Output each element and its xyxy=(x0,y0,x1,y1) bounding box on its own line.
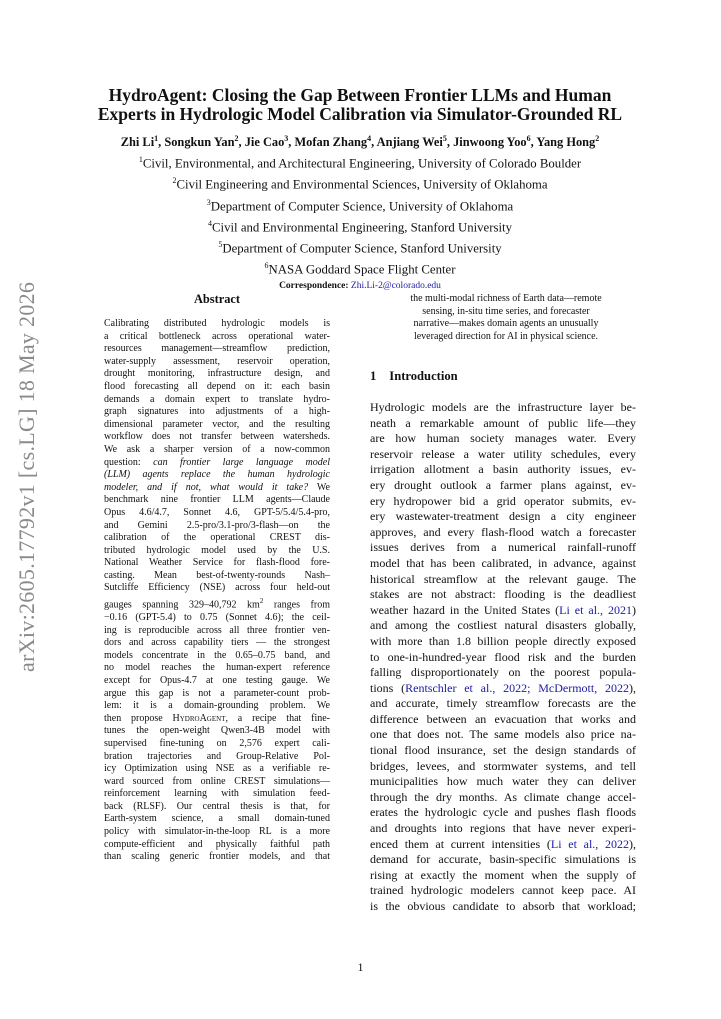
introduction-line: issues derives from a numerical rainfall-runoff xyxy=(370,540,636,555)
introduction-line: are how human society manages water. Every xyxy=(370,431,636,446)
introduction-line: approves, and every flash-flood watch a forecaster xyxy=(370,524,636,539)
title-line-2: Experts in Hydrologic Model Calibration via Simulator-Grounded RL xyxy=(97,104,623,124)
introduction-line: municipalities how much water they can deliver xyxy=(370,774,636,789)
title-line-1: HydroAgent: Closing the Gap Between Frontier LLMs and Human xyxy=(108,85,612,105)
introduction-line: erates the hydrologic cycle and pushes flash floods xyxy=(370,805,636,820)
page-number: 1 xyxy=(357,960,364,974)
abstract-line: demands a domain expert to translate hydro- xyxy=(104,393,330,405)
abstract-line: drought monitoring, infrastructure design, and xyxy=(104,368,330,380)
author-affiliation-mark: 1 xyxy=(154,134,159,143)
abstract-continued-line: sensing, in-situ time series, and forecaster xyxy=(422,305,590,317)
introduction-line: bridges, levees, and stormwater systems, and tell xyxy=(370,758,636,773)
abstract-line: policy with simulator-in-the-loop RL is a more xyxy=(104,826,330,838)
author-name: Songkun Yan xyxy=(164,135,235,150)
abstract-line: except for Opus-4.7 at one testing gauge. We xyxy=(104,674,330,686)
introduction-line: through the dry months. As climate change accel- xyxy=(370,789,636,804)
affiliation-text: Civil, Environmental, and Architectural Engineering, University of Colorado Boulder xyxy=(142,156,582,171)
introduction-line: difference between an evacuation that works and xyxy=(370,711,636,726)
abstract-body xyxy=(104,318,330,864)
affiliations-block xyxy=(60,151,660,293)
abstract-line: back (RLSF). Our central thesis is that, for xyxy=(104,800,330,812)
introduction-line: is the obvious candidate to absorb that workload; xyxy=(370,899,636,913)
abstract-line: We ask a sharper version of a now-common xyxy=(104,443,330,455)
introduction-line: Hydrologic models are the infrastructure layer be- xyxy=(370,400,636,414)
affiliation-mark: 1 xyxy=(138,155,143,164)
abstract-heading: Abstract xyxy=(193,292,241,306)
affiliation-line xyxy=(60,151,660,172)
abstract-line: casting. Mean best-of-twenty-rounds Nash– xyxy=(104,569,330,581)
abstract-line: resources management—streamflow prediction, xyxy=(104,343,330,355)
abstract-line: ing is reproducible across all three frontier ven- xyxy=(104,624,330,636)
abstract-line: argue this gap is not a parameter-count prob- xyxy=(104,687,330,699)
abstract-line: tunes the open-weight Qwen3-4B model with xyxy=(104,725,330,737)
introduction-line: rising at exactly the moment when the supply of xyxy=(370,867,636,882)
introduction-line: falling disproportionately on the poorest popula- xyxy=(370,665,636,680)
author-name: Jie Cao xyxy=(244,135,285,150)
abstract-line: Sutcliffe Efficiency (NSE) across four held-out xyxy=(104,582,330,594)
author-name: Mofan Zhang xyxy=(294,135,368,150)
author-name: Zhi Li xyxy=(120,135,155,150)
affiliation-mark: 2 xyxy=(172,176,177,186)
affiliation-line xyxy=(60,215,660,236)
affiliation-text: Civil and Environmental Engineering, Stanford University xyxy=(212,220,512,235)
abstract-line: than scaling generic frontier models, and that xyxy=(104,851,330,863)
abstract-line: gauges spanning 329–40,792 $km^2$ ranges from xyxy=(104,597,330,611)
affiliation-line xyxy=(60,257,660,278)
affiliation-text: Department of Computer Science, University of Oklahoma xyxy=(210,198,514,213)
affiliation-line xyxy=(60,194,660,215)
introduction-line: to one-in-hundred-year flood risk and the burden xyxy=(370,649,636,664)
abstract-line: Earth-system science, a small domain-tuned xyxy=(104,813,330,825)
abstract-line: graph signatures into adjustments of a high- xyxy=(104,406,330,418)
affiliation-line xyxy=(60,172,660,193)
introduction-line: and among the costliest natural disasters globally, xyxy=(370,618,636,633)
author-affiliation-mark: 5 xyxy=(442,134,447,143)
section-title: Introduction xyxy=(389,369,458,383)
introduction-line: demand for accurate, basin-specific simulations is xyxy=(370,852,636,867)
introduction-line: weather hazard in the United States (Li et al., 2021) xyxy=(370,602,637,617)
abstract-line: models concentrate in the 0.65–0.75 band, and xyxy=(104,649,330,661)
correspondence-label: Correspondence: xyxy=(279,280,349,291)
section-number: 1 xyxy=(370,369,377,383)
introduction-line: model that has been calibrated, in advance, against xyxy=(370,555,636,570)
author-name: Anjiang Wei xyxy=(376,135,443,150)
affiliation-line xyxy=(60,236,660,257)
affiliation-text: Department of Computer Science, Stanford University xyxy=(222,241,502,256)
author-affiliation-mark: 2 xyxy=(234,134,239,143)
citation-link[interactable]: Li et al., 2021 xyxy=(559,602,633,617)
abstract-line: tributed hydrologic model used by the U.S. xyxy=(104,544,330,556)
introduction-line: and droughts into regions that have never experi- xyxy=(370,821,636,836)
affiliation-text: NASA Goddard Space Flight Center xyxy=(268,262,456,277)
introduction-line: tions (Rentschler et al., 2022; McDermott, 2022), xyxy=(370,680,636,695)
introduction-line: with more than 1.8 billion people directly exposed xyxy=(370,633,636,648)
abstract-line: icy Optimization using NSE as a verifiable re- xyxy=(104,763,330,775)
introduction-line: historical streamflow at the relevant gauge. The xyxy=(370,571,636,586)
abstract-line: Opus 4.6/4.7, Sonnet 4.6, GPT-5/5.4/5.4-pro, xyxy=(104,506,330,518)
author-name: Jinwoong Yoo xyxy=(453,135,527,150)
citation-link[interactable]: Rentschler et al., 2022; McDermott, 2022 xyxy=(405,680,629,695)
affiliation-mark: 6 xyxy=(264,261,269,271)
introduction-line: neath a remarkable amount of public life—they xyxy=(370,415,636,430)
method-name: HydroAgent xyxy=(172,712,226,724)
introduction-line: irrigation allotment a basin authority issues, ev- xyxy=(370,462,636,477)
author-affiliation-mark: 3 xyxy=(284,134,289,143)
abstract-line: and Gemini 2.5-pro/3.1-pro/3-flash—on the xyxy=(104,519,330,531)
abstract-line: flood forecasting all depend on it: each basin xyxy=(104,380,330,392)
abstract-line: no model reaches the human-expert reference xyxy=(104,662,330,674)
abstract-line: reinforcement learning with simulation feed- xyxy=(104,788,330,800)
affiliation-text: Civil Engineering and Environmental Sciences, University of Oklahoma xyxy=(176,177,548,192)
introduction-line: trained hydrologic modelers cannot keep pace. AI xyxy=(370,883,636,898)
abstract-line: lem: it is a domain-grounding problem. We xyxy=(104,700,330,712)
introduction-line: ery drought outlook a farmer plans against, ev- xyxy=(370,477,636,492)
introduction-body xyxy=(370,400,636,915)
author-name: Yang Hong xyxy=(536,135,596,150)
abstract-line: benchmark nine frontier LLM agents—Claude xyxy=(104,494,330,506)
citation-link[interactable]: Li et al., 2022 xyxy=(550,836,629,851)
section-heading-introduction xyxy=(370,369,458,384)
abstract-line: dimensional parameter vector, and the resulting xyxy=(104,418,330,430)
affiliation-mark: 3 xyxy=(206,197,211,207)
affiliation-mark: 4 xyxy=(208,218,213,228)
introduction-line: enced them at current intensities (Li et al., 2022), xyxy=(370,836,636,851)
introduction-line: ery wastewater-treatment design a city engineer xyxy=(370,509,636,524)
affiliation-mark: 5 xyxy=(218,240,223,250)
abstract-line: water-supply assessment, reservoir operation, xyxy=(104,355,330,367)
introduction-line: and accurate, timely streamflow forecasts are the xyxy=(370,696,636,711)
abstract-line: modeler, and if not, what would it take? We xyxy=(104,481,330,493)
abstract-line: National Weather Service for flash-flood fore- xyxy=(104,557,330,569)
abstract-line: supervised fine-tuning on 2,576 expert cali- xyxy=(104,737,330,749)
correspondence-line xyxy=(60,279,660,293)
author-list: Zhi Li$^1$, Songkun Yan$^2$, Jie Cao$^3$, Mofan Zhang$^4$, Anjiang Wei$^5$, Jinwoong Yoo$^6$, Yang Hong$^2$ xyxy=(120,134,600,150)
abstract-continuation xyxy=(387,293,625,343)
abstract-continued-line: narrative—makes domain agents an unusually xyxy=(413,318,599,330)
author-affiliation-mark: 2 xyxy=(595,134,600,143)
abstract-line: workflow does not transfer between watersheds. xyxy=(104,431,330,443)
author-affiliation-mark: 4 xyxy=(367,134,372,143)
introduction-line: ery hydropower bid a grid operator submits, ev- xyxy=(370,493,636,508)
abstract-line: bration trajectories and Group-Relative Pol- xyxy=(104,750,330,762)
abstract-line: then propose HydroAgent, a recipe that fine- xyxy=(104,712,330,724)
author-affiliation-mark: 6 xyxy=(526,134,531,143)
correspondence-email-link[interactable]: Zhi.Li-2@colorado.edu xyxy=(350,280,441,291)
abstract-line: a critical bottleneck across operational water- xyxy=(104,330,330,342)
abstract-line: compute-efficient and physically faithful path xyxy=(104,838,330,850)
abstract-line: Calibrating distributed hydrologic models is xyxy=(104,318,330,329)
introduction-line: one that does not. The same models also price na- xyxy=(370,727,636,742)
abstract-line: (LLM) agents replace the human hydrologic xyxy=(104,469,330,481)
introduction-line: stakes are not abstract: flooding is the deadliest xyxy=(370,587,636,602)
abstract-line: calibration of the operational CREST dis- xyxy=(104,532,330,544)
introduction-line: reservoir release a water utility schedules, every xyxy=(370,446,636,461)
abstract-line: question: can frontier large language model xyxy=(104,456,330,468)
abstract-line: dors and across capability tiers — the strongest xyxy=(104,637,330,649)
abstract-continued-line: leveraged direction for AI in physical science. xyxy=(413,330,599,342)
abstract-line: ward sourced from online CREST simulations— xyxy=(104,775,330,787)
abstract-continued-line: the multi-modal richness of Earth data—remote xyxy=(410,293,602,304)
arxiv-stamp-text: arXiv:2605.17792v1 [cs.LG] 18 May 2026 xyxy=(14,281,39,672)
arxiv-identifier-stamp xyxy=(10,272,44,672)
abstract-line: −0.16 (GPT-5.4) to 0.75 (Sonnet 4.6); the ceil- xyxy=(104,611,330,623)
paper-title xyxy=(60,86,660,124)
introduction-line: tional flood insurance, set the design standards of xyxy=(370,743,636,758)
